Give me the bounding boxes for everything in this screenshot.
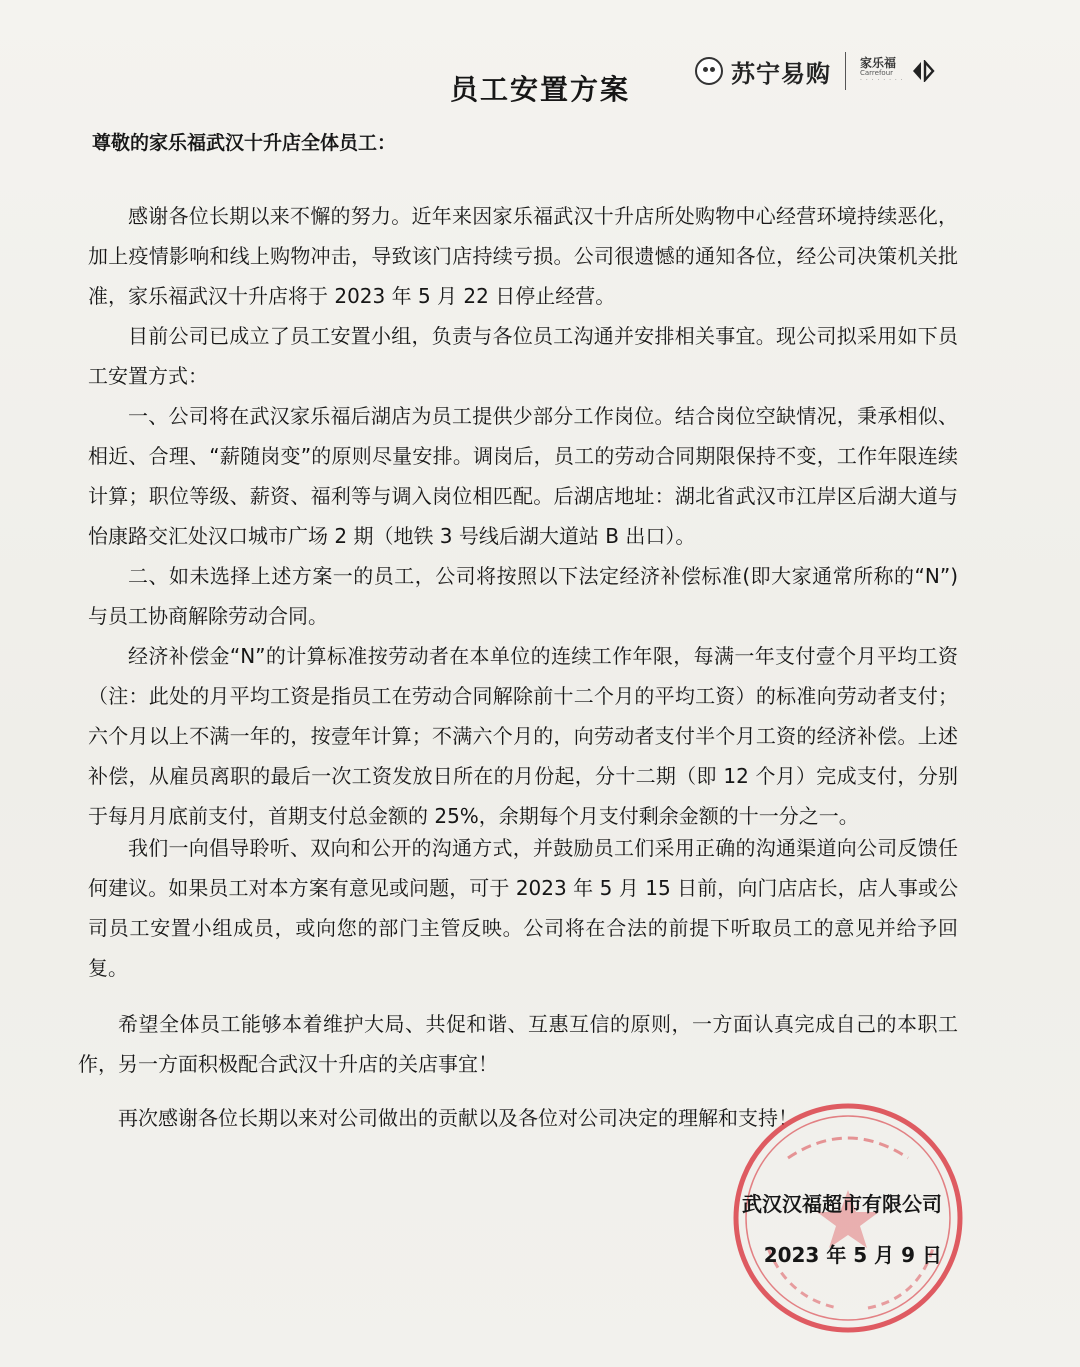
paragraph-cooperation: 希望全体员工能够本着维护大局、共促和谐、互惠互信的原则，一方面认真完成自己的本职工作，另一方面积极配合武汉十升店的关店事宜！ [78, 1012, 958, 1076]
suning-logo-text: 苏宁易购 [731, 59, 831, 88]
paragraph-option-two: 二、如未选择上述方案一的员工，公司将按照以下法定经济补偿标准(即大家通常所称的“N”)与员工协商解除劳动合同。 [88, 564, 958, 628]
carrefour-tagline-dots: · · · · · · · · [860, 77, 904, 85]
paragraph-feedback: 我们一向倡导聆听、双向和公开的沟通方式，并鼓励员工们采用正确的沟通渠道向公司反馈任何建议。如果员工对本方案有意见或问题，可于 2023 年 5 月 15 日前，向门店店长，店人事或公司员工安置小组成员，或向您的部门主管反映。公司将在合法的前提下听取员工的意见并给予回复。 [88, 836, 958, 980]
paragraph-thanks: 再次感谢各位长期以来对公司做出的贡献以及各位对公司决定的理解和支持！ [118, 1106, 798, 1130]
signing-date: 2023 年 5 月 9 日 [763, 1243, 942, 1267]
paragraph-compensation: 经济补偿金“N”的计算标准按劳动者在本单位的连续工作年限，每满一年支付壹个月平均工资（注：此处的月平均工资是指员工在劳动合同解除前十二个月的平均工资）的标准向劳动者支付；六个月以上不满一年的，按壹年计算；不满六个月的，向劳动者支付半个月工资的经济补偿。上述补偿，从雇员离职的最后一次工资发放日所在的月份起，分十二期（即 12 个月）完成支付，分别于每月月底前支付，首期支付总金额的 25%，余期每个月支付剩余金额的十一分之一。 [88, 644, 958, 828]
document-title: 员工安置方案 [449, 73, 630, 106]
salutation: 尊敬的家乐福武汉十升店全体员工： [92, 132, 397, 154]
paragraph-option-one: 一、公司将在武汉家乐福后湖店为员工提供少部分工作岗位。结合岗位空缺情况，秉承相似、相近、合理、“薪随岗变”的原则尽量安排。调岗后，员工的劳动合同期限保持不变，工作年限连续计算；职位等级、薪资、福利等与调入岗位相匹配。后湖店地址：湖北省武汉市江岸区后湖大道与怡康路交汇处汉口城市广场 2 期（地铁 3 号线后湖大道站 B 出口）。 [88, 404, 958, 548]
signing-company: 武汉汉福超市有限公司 [742, 1192, 942, 1216]
paragraph-placement-team: 目前公司已成立了员工安置小组，负责与各位员工沟通并安排相关事宜。现公司拟采用如下员工安置方式： [88, 324, 958, 388]
carrefour-logo-cn: 家乐福 [860, 56, 897, 71]
signature-block [742, 1188, 942, 1268]
carrefour-logo-en: Carrefour [860, 69, 894, 78]
paragraph-closure-notice: 感谢各位长期以来不懈的努力。近年来因家乐福武汉十升店所处购物中心经营环境持续恶化，加上疫情影响和线上购物冲击，导致该门店持续亏损。公司很遗憾的通知各位，经公司决策机关批准，家乐福武汉十升店将于 2023 年 5 月 22 日停止经营。 [88, 204, 958, 308]
